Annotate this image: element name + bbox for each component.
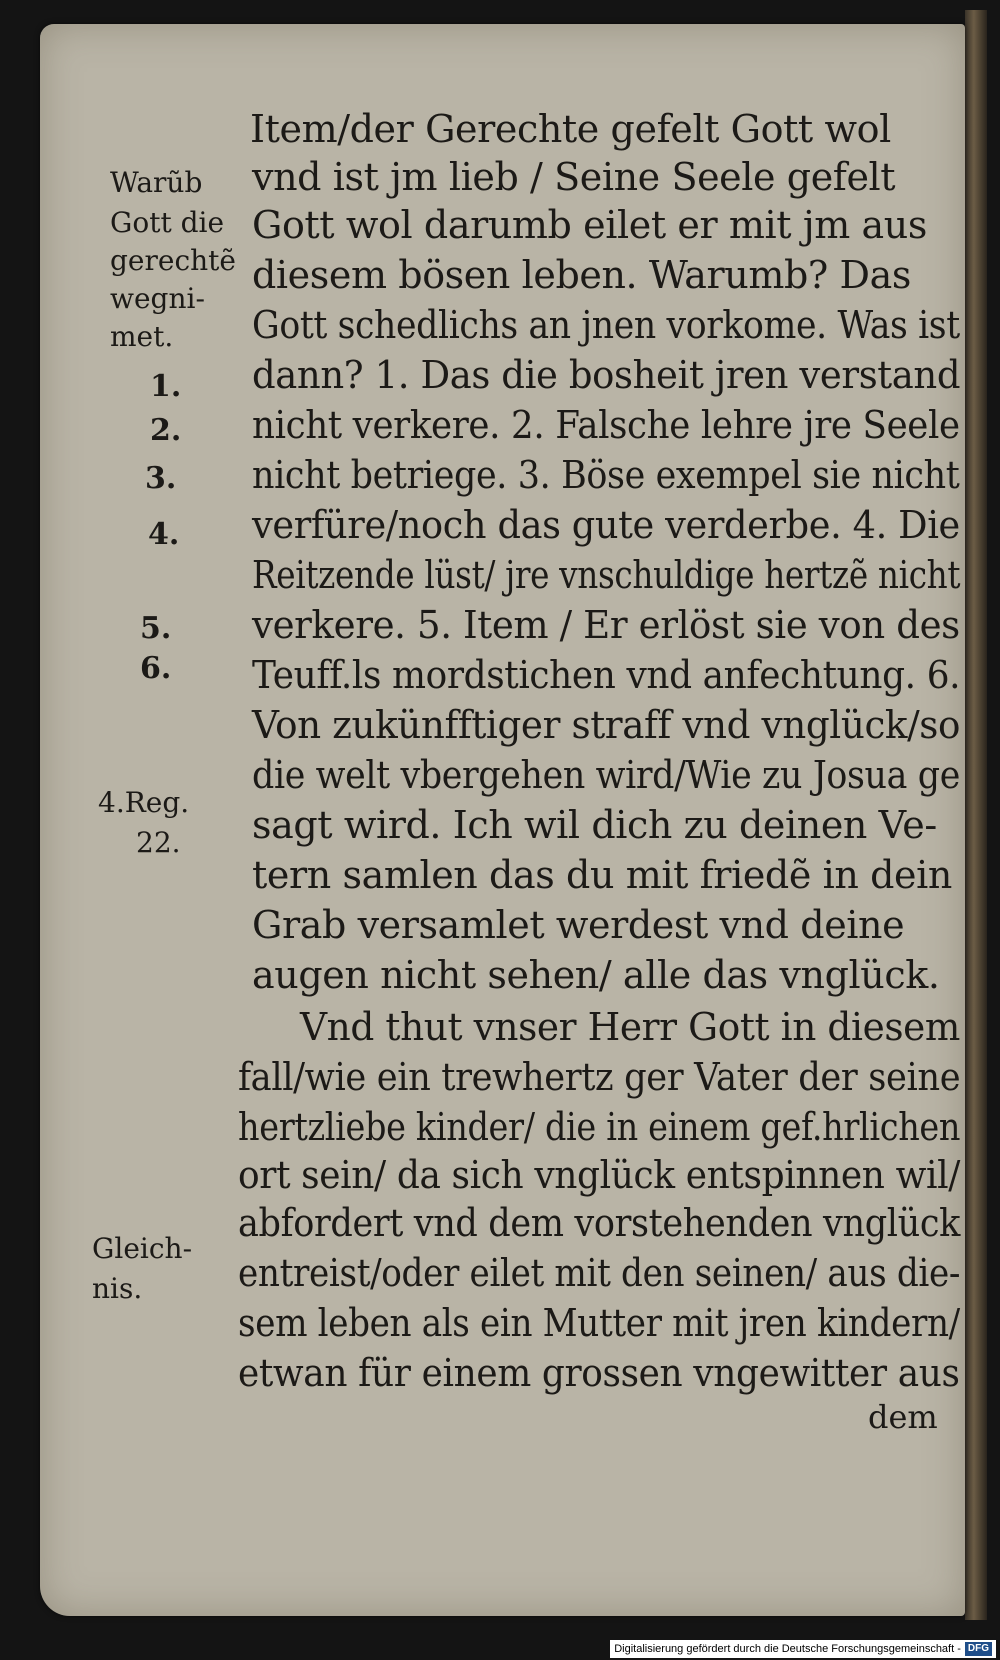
text-line: sem leben als ein Mutter mit jren kindern/ [238,1301,960,1345]
margin-number: 2. [150,413,182,448]
text-line: ort sein/ da sich vnglück entspinnen wil/ [238,1153,960,1197]
text-line: Vnd thut vnser Herr Gott in diesem [300,1005,961,1049]
text-line: hertzliebe kinder/ die in einem gef.hrlichen [238,1105,961,1149]
margin-number: 1. [150,369,182,404]
text-line: Von zukünfftiger straff vnd vnglück/so [252,703,961,747]
dfg-logo: DFG [965,1642,992,1656]
text-line: Grab versamlet werdest vnd deine [252,903,905,947]
text-line: Reitzende lüst/ jre vnschuldige hertzẽ nicht [252,553,961,597]
margin-number: 5. [140,611,172,646]
margin-note-line: wegni- [110,282,205,315]
text-line: dann? 1. Das die bosheit jren verstand [252,353,961,397]
margin-note-line: nis. [92,1272,143,1305]
text-line: augen nicht sehen/ alle das vnglück. [252,953,940,997]
margin-number: 6. [140,651,172,686]
text-line: verfüre/noch das gute verderbe. 4. Die [252,503,960,547]
footer-text: Digitalisierung gefördert durch die Deutsche Forschungsgemeinschaft - [614,1643,961,1655]
margin-reference: 22. [136,826,181,859]
text-line: abfordert vnd dem vorstehenden vnglück [238,1201,961,1245]
text-line: Gott wol darumb eilet er mit jm aus [252,203,927,247]
margin-number: 4. [148,517,180,552]
text-line: Teuff.ls mordstichen vnd anfechtung. 6. [252,653,961,697]
book-spine [965,10,987,1620]
margin-number: 3. [145,461,177,496]
margin-note-line: Warũb [110,166,203,199]
text-line: tern samlen das du mit friedẽ in dein [252,853,952,897]
digitization-footer [610,1640,996,1658]
text-line: nicht betriege. 3. Böse exempel sie nicht [252,453,960,497]
text-line: diesem bösen leben. Warumb? Das [252,253,911,297]
margin-note-line: Gleich- [92,1232,193,1265]
margin-note-line: gerechtẽ [110,244,236,277]
text-line: entreist/oder eilet mit den seinen/ aus die- [238,1251,961,1295]
text-line: Item/der Gerechte gefelt Gott wol [250,107,891,151]
text-line: fall/wie ein trewhertz ger Vater der seine [238,1055,961,1099]
text-line: vnd ist jm lieb / Seine Seele gefelt [252,155,896,199]
text-line: etwan für einem grossen vngewitter aus [238,1351,960,1395]
text-line: nicht verkere. 2. Falsche lehre jre Seele [252,403,960,447]
margin-reference: 4.Reg. [98,786,190,819]
text-line: verkere. 5. Item / Er erlöst sie von des [252,603,960,647]
margin-note-line: Gott die [110,206,225,239]
text-line: die welt vbergehen wird/Wie zu Josua ge [252,753,960,797]
text-line: Gott schedlichs an jnen vorkome. Was ist [252,303,960,347]
catchword: dem [868,1398,938,1436]
text-line: sagt wird. Ich wil dich zu deinen Ve- [252,803,937,847]
margin-note-line: met. [110,320,174,353]
